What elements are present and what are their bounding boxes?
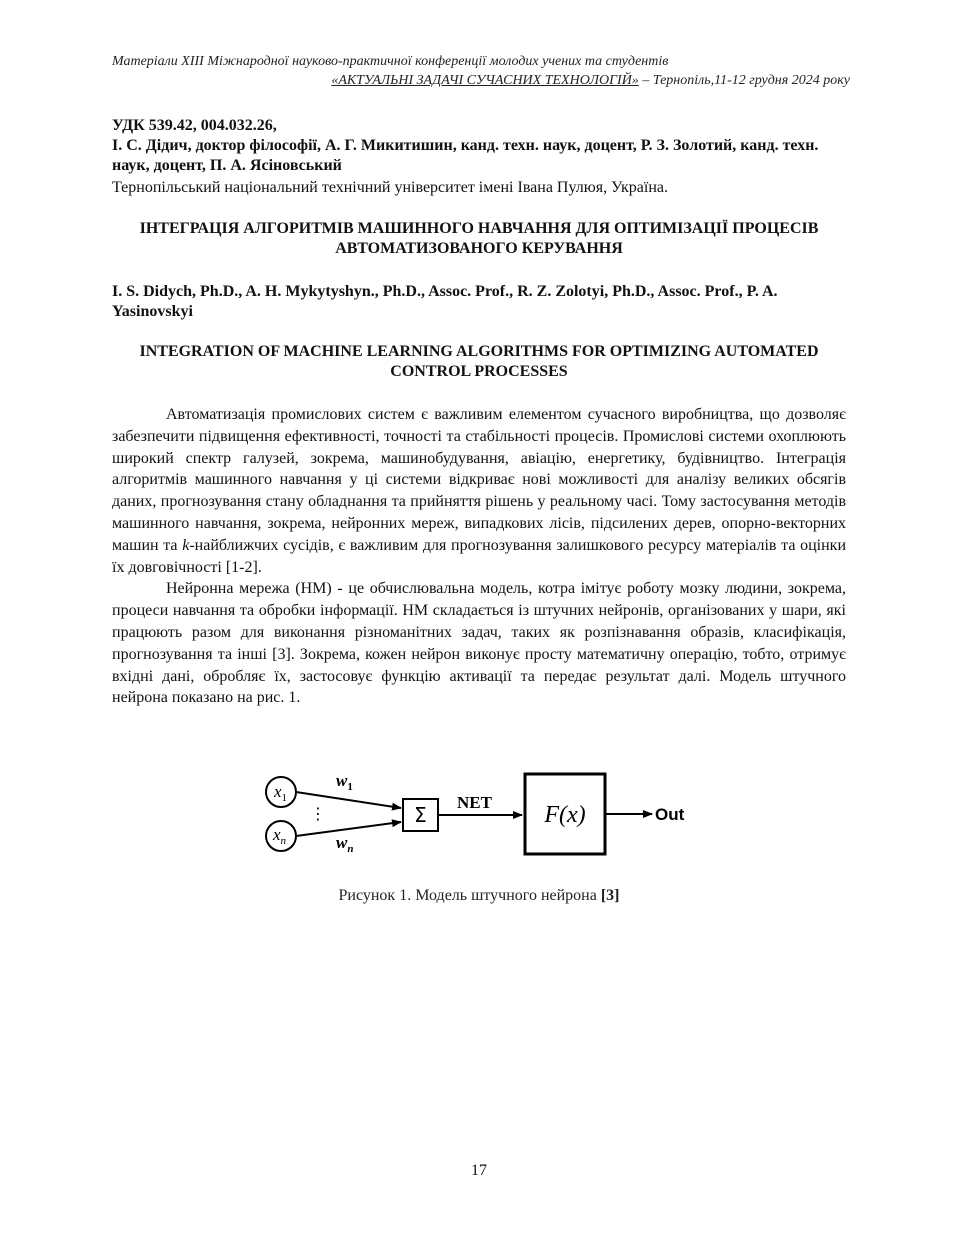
paragraph-1-part-a: Автоматизація промислових систем є важливим елементом сучасного виробництва, що дозволяє забезпечити підвищення ефективності, точності та стабільності процесів. Промислові системи охоплюють широкий спектр галузей, зокрема, машинобудування, авіацію, енергетику, будівництво. Інтеграція алгоритмів машинного навчання у ці системи відкриває нові можливості для аналізу великих обсягів даних, прогнозування стану обладнання та прийняття рішень у реальному часі. Тому застосування методів машинного навчання, зокрема, нейронних мереж, випадкових лісів, підсилених дерев, опорно-векторних машин та [112,406,846,554]
caption-reference: [3] [600,887,620,904]
header-line-1: Матеріали XIII Міжнародної науково-практичної конференції молодих учених та студентів [112,54,669,69]
ellipsis-dots: ⋮ [310,804,326,823]
body-text [112,404,846,709]
connection-wn [296,822,401,836]
input-xn-label: $x_n$ [273,825,287,847]
weight-wn-label: $w_n$ [336,833,354,855]
authors-ukrainian: І. С. Дідич, доктор філософії, А. Г. Микитишин, канд. техн. наук, доцент, Р. З. Золотий, канд. техн. наук, доцент, П. А. Ясіновський [112,137,819,174]
paragraph-1-k: k [182,536,190,554]
output-label: Out [655,805,685,824]
header-line-2 [112,71,850,90]
activation-function-label: F(x) [544,802,586,828]
header-conference-name: «АКТУАЛЬНІ ЗАДАЧІ СУЧАСНИХ ТЕХНОЛОГІЙ» [331,73,639,88]
paragraph-2: Нейронна мережа (НМ) - це обчислювальна модель, котра імітує роботу мозку людини, зокрема, процеси навчання та обробки інформації. НМ складається із штучних нейронів, організованих у шари, які працюють разом для виконання різноманітних задач, таких як розпізнавання образів, класифікація, прогнозування та інші [3]. Зокрема, кожен нейрон виконує просту математичну операцію, тобто, отримує вхідні дані, обробляє їх, застосовує функцію активації та передає результат далі. Модель штучного нейрона показано на рис. 1. [112,580,846,707]
net-label: NET [457,793,492,812]
neuron-diagram [250,768,710,860]
weight-w1-label: $w_1$ [336,771,353,793]
header-location-date: – Тернопіль,11-12 грудня 2024 року [638,73,850,88]
authors-english: I. S. Didych, Ph.D., A. H. Mykytyshyn., Ph.D., Assoc. Prof., R. Z. Zolotyi, Ph.D., Assoc. Prof., P. A. Yasinovskyi [112,283,778,320]
udc-code: УДК 539.42, 004.032.26, [112,117,277,134]
sum-symbol: Σ [414,803,427,827]
paragraph-1 [112,404,846,578]
caption-text: Рисунок 1. Модель штучного нейрона [338,887,601,904]
figure-caption [112,886,846,906]
conference-header [112,52,850,90]
paragraph-1-part-b: -найближчих сусідів, є важливим для прогнозування залишкового ресурсу матеріалів та оцінки їх довговічності [1-2]. [112,536,846,576]
neuron-model-figure [250,768,710,860]
input-x1-label: $x_1$ [274,782,288,804]
affiliation: Тернопільський національний технічний університет імені Івана Пулюя, Україна. [112,179,668,196]
title-ukrainian: ІНТЕГРАЦІЯ АЛГОРИТМІВ МАШИННОГО НАВЧАННЯ ДЛЯ ОПТИМІЗАЦІЇ ПРОЦЕСІВ АВТОМАТИЗОВАНОГО КЕРУВАННЯ [139,220,819,257]
title-english: INTEGRATION OF MACHINE LEARNING ALGORITHMS FOR OPTIMIZING AUTOMATED CONTROL PROCESSES [139,343,819,380]
page-number: 17 [471,1162,487,1179]
